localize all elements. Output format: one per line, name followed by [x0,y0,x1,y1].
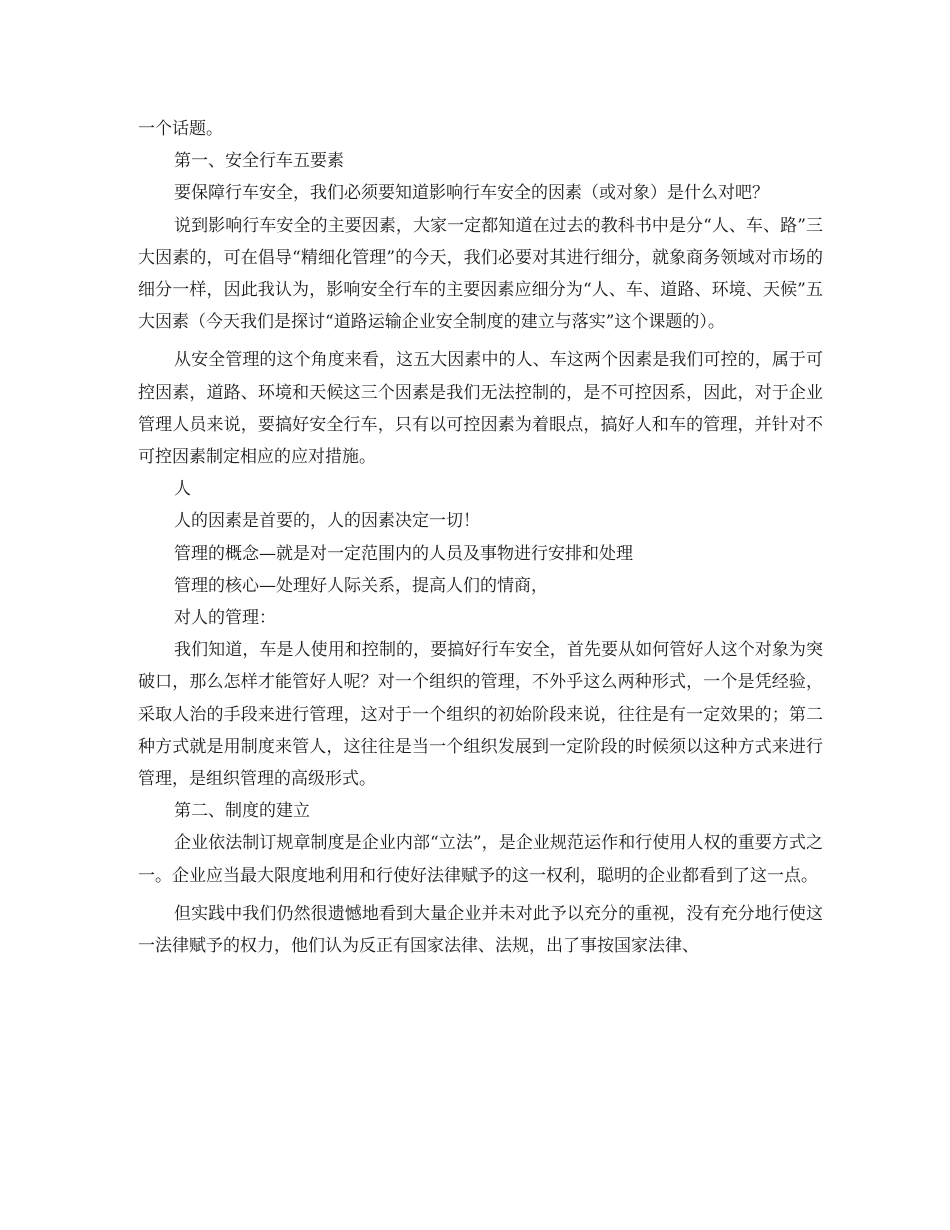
paragraph: 人 [174,479,191,500]
paragraph: 人的因素是首要的，人的因素决定一切！ [174,511,480,532]
paragraph: 对人的管理： [174,608,276,629]
paragraph: 一个话题。 [138,119,223,139]
paragraph: 第一、安全行车五要素 [174,151,344,172]
paragraph: 企业依法制订规章制度是企业内部“立法”，是企业规范运作和行使用人权的重要方式之一。企业应当最大限度地利用和行使好法律赋予的这一权利，聪明的企业都看到了这一点。 [138,833,823,886]
document-body [138,113,823,962]
paragraph: 我们知道，车是人使用和控制的，要搞好行车安全，首先要从如何管好人这个对象为突破口，那么怎样才能管好人呢？对一个组织的管理，不外乎这么两种形式，一个是凭经验，采取人治的手段来进行管理，这对于一个组织的初始阶段来说，往往是有一定效果的；第二种方式就是用制度来管人，这往往是当一个组织发展到一定阶段的时候须以这种方式来进行管理，是组织管理的高级形式。 [138,640,823,790]
paragraph: 要保障行车安全，我们必须要知道影响行车安全的因素（或对象）是什么对吧？ [174,183,769,204]
paragraph: 从安全管理的这个角度来看，这五大因素中的人、车这两个因素是我们可控的，属于可控因素，道路、环境和天候这三个因素是我们无法控制的，是不可控因系，因此，对于企业管理人员来说，要搞好安全行车，只有以可控因素为着眼点，搞好人和车的管理，并针对不可控因素制定相应的应对措施。 [138,350,823,468]
paragraph: 第二、制度的建立 [174,801,310,822]
paragraph: 说到影响行车安全的主要因素，大家一定都知道在过去的教科书中是分“人、车、路”三大因素的，可在倡导“精细化管理”的今天，我们必要对其进行细分，就象商务领域对市场的细分一样，因此我认为，影响安全行车的主要因素应细分为“人、车、道路、环境、天候”五大因素（今天我们是探讨“道路运输企业安全制度的建立与落实”这个课题的）。 [138,215,823,333]
paragraph: 管理的核心—处理好人际关系，提高人们的情商， [174,575,548,596]
paragraph: 但实践中我们仍然很遗憾地看到大量企业并未对此予以充分的重视，没有充分地行使这一法律赋予的权力，他们认为反正有国家法律、法规，出了事按国家法律、 [138,903,823,957]
paragraph: 管理的概念—就是对一定范围内的人员及事物进行安排和处理 [174,543,633,564]
